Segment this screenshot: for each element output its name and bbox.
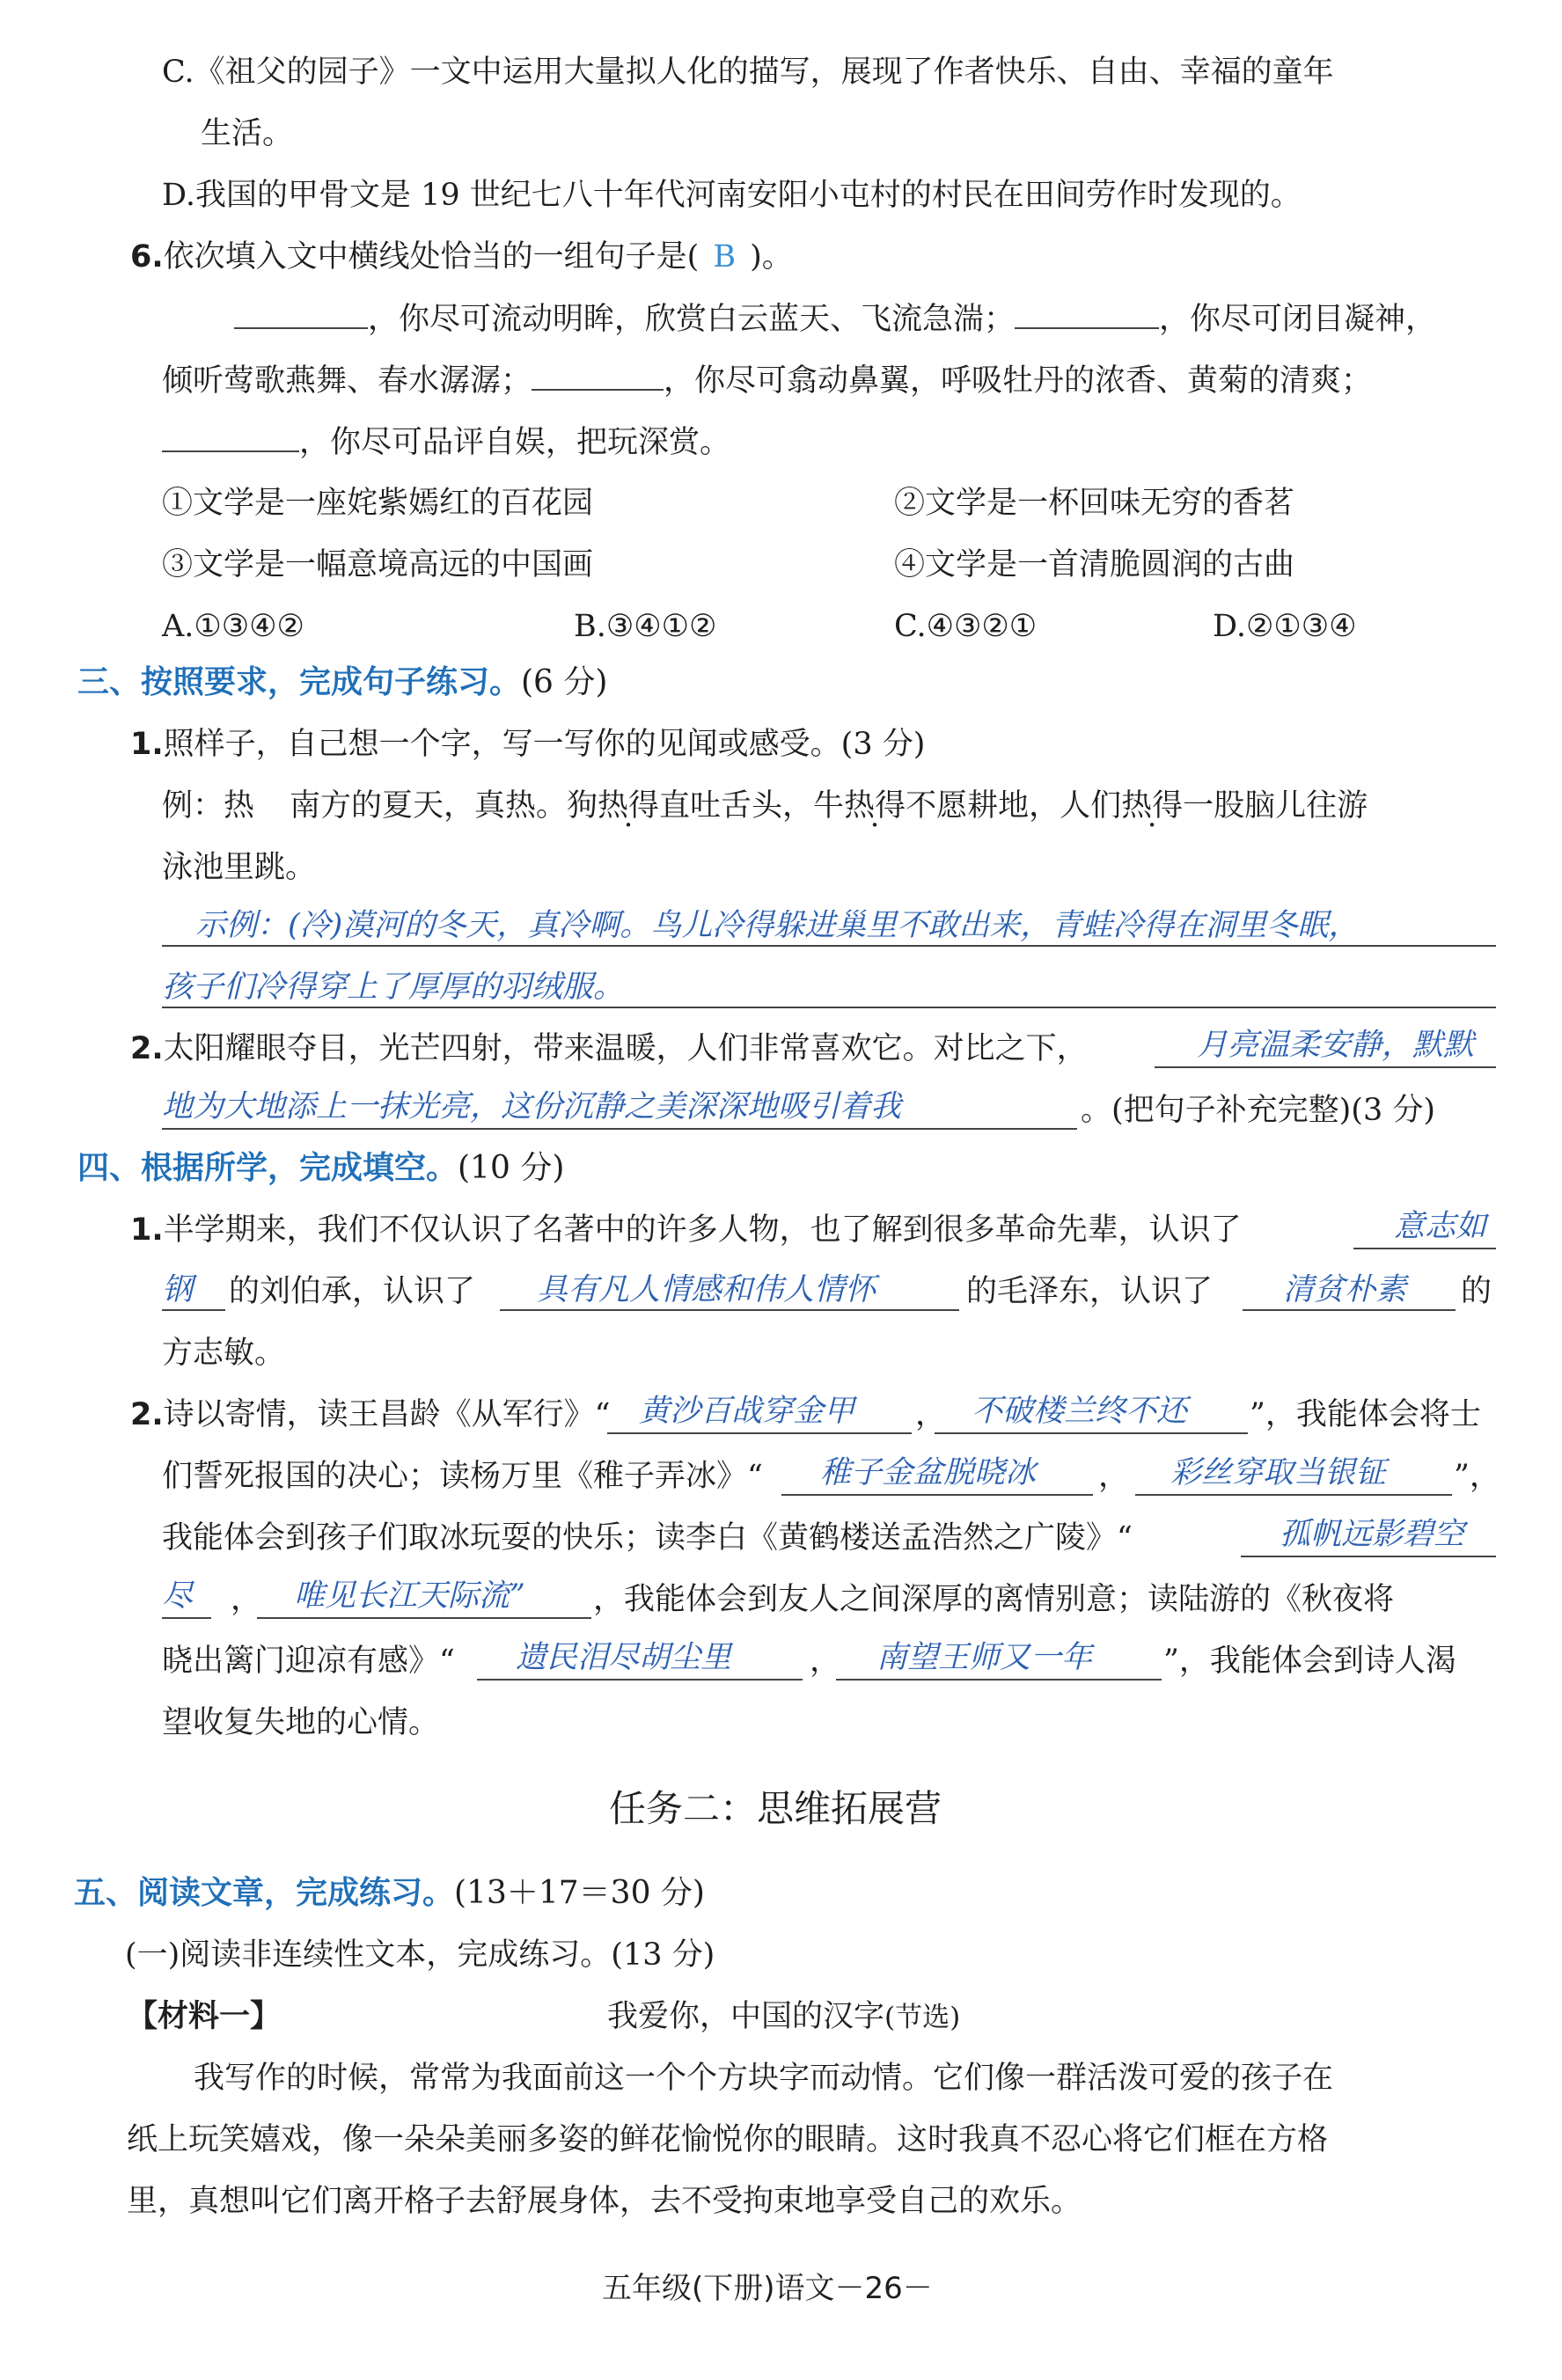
material-1-para-line1: 我写作的时候，常常为我面前这一个个方块字而动情。它们像一群活泼可爱的孩子在 bbox=[194, 2061, 1334, 2096]
q6-item-4: ④文学是一首清脆圆润的古曲 bbox=[894, 547, 1295, 582]
section-3-heading bbox=[77, 662, 607, 704]
q6-option-c: C.④③②① bbox=[894, 609, 1038, 644]
s3-example-line1 bbox=[162, 785, 1368, 827]
q6-stem-text: 依次填入文中横线处恰当的一组句子是( bbox=[163, 239, 700, 275]
s4-q1-answer-3: 清贫朴素 bbox=[1283, 1272, 1407, 1307]
s5-subsection-1: (一)阅读非连续性文本，完成练习。(13 分) bbox=[125, 1937, 715, 1973]
s3-example-line2: 泳池里跳。 bbox=[162, 850, 317, 885]
s4-q2-answer-8: 南望王师又一年 bbox=[876, 1640, 1093, 1675]
q6-number: 6. bbox=[130, 239, 164, 275]
answer-underline bbox=[162, 1617, 211, 1619]
answer-underline bbox=[1135, 1494, 1452, 1496]
s4-q2-number: 2. bbox=[130, 1397, 164, 1432]
section-5-score: (13＋17＝30 分) bbox=[454, 1875, 705, 1911]
material-1-para-line2: 纸上玩笑嬉戏，像一朵朵美丽多姿的鲜花愉悦你的眼睛。这时我真不忍心将它们框在方格 bbox=[127, 2122, 1329, 2157]
emphasis-dotted-text: 热得 bbox=[1121, 788, 1184, 824]
q6-item-3: ③文学是一幅意境高远的中国画 bbox=[162, 547, 594, 582]
blank[interactable] bbox=[234, 297, 368, 329]
s3-q2-end: 。(把句子补充完整)(3 分) bbox=[1081, 1093, 1436, 1128]
s3-q2-line1 bbox=[130, 1028, 1088, 1070]
answer-underline bbox=[162, 1007, 1496, 1008]
answer-underline bbox=[1243, 1309, 1456, 1311]
task-2-title: 任务二：思维拓展营 bbox=[609, 1787, 942, 1830]
answer-underline bbox=[1241, 1556, 1496, 1557]
s4-q1-answer-1b: 钢 bbox=[162, 1272, 194, 1307]
s4-q2-line1 bbox=[130, 1394, 611, 1436]
blank[interactable] bbox=[162, 421, 299, 452]
answer-underline bbox=[477, 1679, 803, 1681]
q6-passage-line3 bbox=[162, 421, 730, 464]
s4-q2-text-f: ，我能体会到友人之间深厚的离情别意；读陆游的《秋夜将 bbox=[593, 1582, 1395, 1617]
section-4-title: 四、根据所学，完成填空。 bbox=[77, 1150, 458, 1186]
material-1-title bbox=[607, 1996, 960, 2039]
s4-q2-text: 诗以寄情，读王昌龄《从军行》“ bbox=[163, 1397, 611, 1432]
s4-q2-text-c: 们誓死报国的决心；读杨万里《稚子弄冰》“ bbox=[162, 1459, 763, 1494]
answer-underline bbox=[162, 1128, 1077, 1130]
q6-stem-end: )。 bbox=[750, 239, 793, 275]
section-4-score: (10 分) bbox=[458, 1150, 565, 1186]
s4-q1-line1 bbox=[130, 1209, 1242, 1251]
material-1-label: 【材料一】 bbox=[127, 1999, 282, 2034]
example-label: 例：热 bbox=[162, 788, 255, 824]
q6-passage-text: ，你尽可翕动鼻翼，呼吸牡丹的浓香、黄菊的清爽； bbox=[664, 363, 1373, 399]
q6-passage-text: ，你尽可品评自娱，把玩深赏。 bbox=[299, 425, 731, 460]
s4-q2-answer-3: 稚子金盆脱晓冰 bbox=[820, 1455, 1037, 1490]
s4-q2-text-h: ”，我能体会到诗人渴 bbox=[1163, 1644, 1456, 1679]
example-text: 直吐舌头，牛 bbox=[659, 788, 845, 824]
s4-q2-answer-5a: 孤帆远影碧空 bbox=[1280, 1517, 1465, 1552]
q6-stem bbox=[130, 236, 793, 278]
s4-q2-text-d: ”， bbox=[1454, 1459, 1500, 1494]
q5-option-c-line1: C.《祖父的园子》一文中运用大量拟人化的描写，展现了作者快乐、自由、幸福的童年 bbox=[162, 55, 1334, 90]
s4-q2-text-e: 我能体会到孩子们取冰玩耍的快乐；读李白《黄鹤楼送孟浩然之广陵》“ bbox=[162, 1520, 1133, 1556]
answer-underline bbox=[1353, 1248, 1496, 1249]
s3-q2-answer-part2: 地为大地添上一抹光亮，这份沉静之美深深地吸引着我 bbox=[162, 1089, 902, 1124]
answer-underline bbox=[1155, 1066, 1496, 1068]
s4-q2-answer-6: 唯见长江天际流” bbox=[294, 1578, 525, 1614]
s4-q1-text-b: 的刘伯承，认识了 bbox=[229, 1274, 476, 1309]
s3-q1-text: 照样子，自己想一个字，写一写你的见闻或感受。(3 分) bbox=[163, 727, 926, 762]
emphasis-dotted-text: 热得 bbox=[844, 788, 906, 824]
s4-q2-text-g: 晓出篱门迎凉有感》“ bbox=[162, 1644, 455, 1679]
s3-q1 bbox=[130, 723, 925, 765]
q6-option-b: B.③④①② bbox=[574, 609, 717, 644]
section-5-title: 五、阅读文章，完成练习。 bbox=[74, 1875, 455, 1911]
q6-option-a: A.①③④② bbox=[162, 609, 304, 644]
s4-q2-comma-2: ， bbox=[1098, 1459, 1130, 1494]
section-5-heading bbox=[74, 1872, 705, 1915]
s4-q2-answer-2: 不破楼兰终不还 bbox=[972, 1394, 1188, 1429]
example-text: 南方的夏天，真热。狗 bbox=[290, 788, 598, 824]
answer-underline bbox=[781, 1494, 1093, 1496]
s4-q1-text-e: 方志敏。 bbox=[162, 1336, 286, 1371]
q6-item-2: ②文学是一杯回味无穷的香茗 bbox=[894, 486, 1295, 521]
s4-q1-number: 1. bbox=[130, 1212, 164, 1248]
q6-passage-line2 bbox=[162, 359, 1372, 402]
s3-q2-number: 2. bbox=[130, 1031, 164, 1066]
q5-option-d: D.我国的甲骨文是 19 世纪七八十年代河南安阳小屯村的村民在田间劳作时发现的。 bbox=[162, 178, 1302, 213]
blank[interactable] bbox=[532, 359, 664, 391]
answer-underline bbox=[500, 1309, 959, 1311]
s4-q2-comma-3: ， bbox=[231, 1582, 262, 1617]
s4-q2-answer-1: 黄沙百战穿金甲 bbox=[639, 1394, 855, 1429]
material-1-title-text: 我爱你，中国的汉字 bbox=[607, 1999, 885, 2034]
section-4-heading bbox=[77, 1147, 564, 1190]
s3-q1-answer-line2: 孩子们冷得穿上了厚厚的羽绒服。 bbox=[162, 970, 625, 1005]
section-3-title: 三、按照要求，完成句子练习。 bbox=[77, 664, 522, 700]
q6-option-d: D.②①③④ bbox=[1213, 609, 1357, 644]
s4-q1-text-d: 的 bbox=[1461, 1274, 1492, 1309]
q6-item-1: ①文学是一座姹紫嫣红的百花园 bbox=[162, 486, 594, 521]
material-1-note: (节选) bbox=[884, 2002, 961, 2033]
q5-option-c-line2: 生活。 bbox=[201, 116, 294, 151]
s4-q2-text-b: ”，我能体会将士 bbox=[1250, 1397, 1481, 1432]
s4-q1-answer-2: 具有凡人情感和伟人情怀 bbox=[537, 1272, 876, 1307]
s3-q1-answer-line1: 示例：(冷)漠河的冬天，真冷啊。鸟儿冷得躲进巢里不敢出来，青蛙冷得在洞里冬眠， bbox=[195, 908, 1360, 943]
s4-q2-text-i: 望收复失地的心情。 bbox=[162, 1705, 440, 1740]
example-text: 不愿耕地，人们 bbox=[906, 788, 1122, 824]
s4-q2-answer-7: 遗民泪尽胡尘里 bbox=[516, 1640, 732, 1675]
s4-q1-answer-1a: 意志如 bbox=[1394, 1209, 1487, 1244]
s3-q2-text: 太阳耀眼夺目，光芒四射，带来温暖，人们非常喜欢它。对比之下， bbox=[163, 1031, 1088, 1066]
q6-passage-text: ，你尽可闭目凝神， bbox=[1159, 302, 1437, 337]
s4-q2-answer-5b: 尽 bbox=[162, 1578, 194, 1614]
section-3-score: (6 分) bbox=[521, 664, 608, 700]
s4-q2-comma-4: ， bbox=[810, 1644, 841, 1679]
answer-underline bbox=[607, 1432, 912, 1434]
s3-q1-number: 1. bbox=[130, 727, 164, 762]
material-1-para-line3: 里，真想叫它们离开格子去舒展身体，去不受拘束地享受自己的欢乐。 bbox=[127, 2184, 1082, 2219]
s4-q2-comma: ， bbox=[915, 1397, 947, 1432]
emphasis-dotted-text: 热得 bbox=[598, 788, 660, 824]
example-text: 一股脑儿往游 bbox=[1183, 788, 1368, 824]
q6-answer: B bbox=[713, 239, 737, 275]
s4-q2-answer-4: 彩丝穿取当银钲 bbox=[1170, 1455, 1387, 1490]
answer-underline bbox=[162, 1309, 225, 1311]
q6-passage-text: 倾听莺歌燕舞、春水潺潺； bbox=[162, 363, 532, 399]
s4-q1-text-c: 的毛泽东，认识了 bbox=[966, 1274, 1214, 1309]
s4-q1-text: 半学期来，我们不仅认识了名著中的许多人物，也了解到很多革命先辈，认识了 bbox=[163, 1212, 1242, 1248]
q6-passage-line1 bbox=[234, 297, 1436, 341]
blank[interactable] bbox=[1015, 297, 1159, 329]
page-footer: 五年级(下册)语文－26－ bbox=[602, 2271, 933, 2306]
answer-underline bbox=[836, 1679, 1162, 1681]
answer-underline bbox=[935, 1432, 1248, 1434]
s3-q2-answer-part1: 月亮温柔安静，默默 bbox=[1197, 1028, 1475, 1063]
answer-underline bbox=[162, 945, 1496, 947]
q6-passage-text: ，你尽可流动明眸，欣赏白云蓝天、飞流急湍； bbox=[368, 302, 1016, 337]
answer-underline bbox=[257, 1617, 591, 1619]
